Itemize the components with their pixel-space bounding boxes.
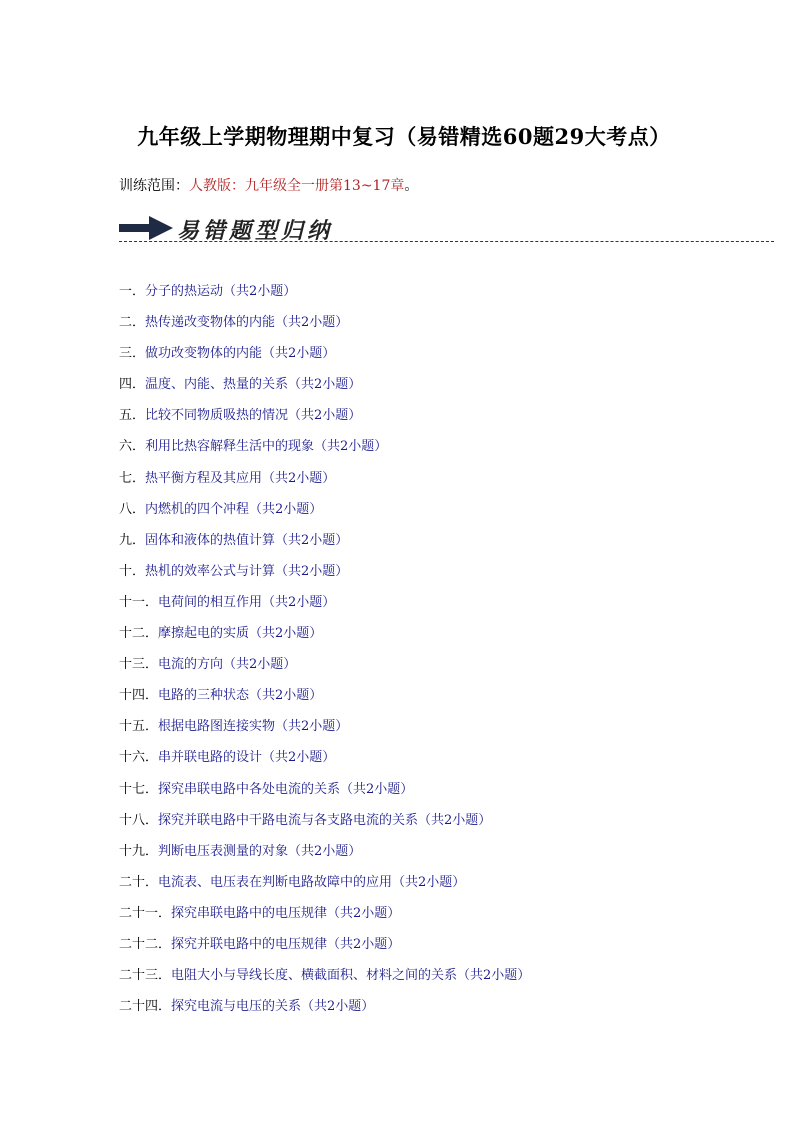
topic-number: 十七． bbox=[119, 781, 159, 797]
topic-text: 比较不同物质吸热的情况（共2小题） bbox=[145, 408, 362, 424]
topic-number: 十四． bbox=[119, 688, 159, 704]
scope-label: 训练范围： bbox=[119, 178, 189, 194]
topic-item bbox=[119, 561, 530, 592]
topic-item bbox=[119, 779, 530, 810]
topic-item bbox=[119, 996, 530, 1027]
topic-number: 二十． bbox=[119, 874, 159, 890]
topic-text: 探究串联电路中各处电流的关系（共2小题） bbox=[158, 781, 414, 797]
dashed-divider bbox=[119, 241, 774, 242]
training-scope bbox=[119, 175, 418, 195]
topic-text: 探究并联电路中干路电流与各支路电流的关系（共2小题） bbox=[158, 812, 492, 828]
topic-number: 二． bbox=[119, 315, 146, 331]
topic-text: 串并联电路的设计（共2小题） bbox=[158, 750, 336, 766]
topic-number: 十一． bbox=[119, 594, 159, 610]
topic-number: 六． bbox=[119, 439, 146, 455]
topic-item bbox=[119, 530, 530, 561]
topic-item bbox=[119, 374, 530, 405]
topic-number: 二十三． bbox=[119, 968, 172, 984]
topic-number: 十二． bbox=[119, 626, 159, 642]
topic-item bbox=[119, 810, 530, 841]
topic-number: 二十二． bbox=[119, 936, 172, 952]
arrow-right-icon bbox=[119, 216, 173, 240]
topic-item bbox=[119, 468, 530, 499]
topic-text: 利用比热容解释生活中的现象（共2小题） bbox=[145, 439, 388, 455]
topic-text: 判断电压表测量的对象（共2小题） bbox=[158, 843, 362, 859]
topic-number: 十六． bbox=[119, 750, 159, 766]
topic-text: 电路的三种状态（共2小题） bbox=[158, 688, 323, 704]
topic-item bbox=[119, 716, 530, 747]
topic-item bbox=[119, 654, 530, 685]
topic-item bbox=[119, 405, 530, 436]
topic-number: 一． bbox=[119, 284, 146, 299]
topic-item bbox=[119, 747, 530, 778]
section-heading: 易错题型归纳 bbox=[177, 219, 334, 244]
topic-text: 电阻大小与导线长度、横截面积、材料之间的关系（共2小题） bbox=[171, 968, 531, 984]
topic-item bbox=[119, 343, 530, 374]
topic-number: 九． bbox=[119, 532, 146, 548]
scope-end: 。 bbox=[404, 178, 419, 194]
topic-text: 热机的效率公式与计算（共2小题） bbox=[145, 563, 349, 579]
topic-text: 分子的热运动（共2小题） bbox=[145, 284, 297, 299]
scope-value: 人教版：九年级全一册第13~17章 bbox=[189, 178, 405, 194]
topic-item bbox=[119, 903, 530, 934]
topic-item bbox=[119, 623, 530, 654]
topic-item bbox=[119, 965, 530, 996]
topic-number: 八． bbox=[119, 501, 146, 517]
topic-text: 温度、内能、热量的关系（共2小题） bbox=[145, 377, 362, 393]
topic-text: 电流表、电压表在判断电路故障中的应用（共2小题） bbox=[158, 874, 466, 890]
topic-number: 四． bbox=[119, 377, 146, 393]
topic-item bbox=[119, 499, 530, 530]
topic-item bbox=[119, 872, 530, 903]
topic-item bbox=[119, 841, 530, 872]
topic-item bbox=[119, 685, 530, 716]
topic-list bbox=[119, 281, 530, 1027]
topic-text: 探究并联电路中的电压规律（共2小题） bbox=[171, 936, 401, 952]
topic-text: 热平衡方程及其应用（共2小题） bbox=[145, 470, 336, 486]
topic-text: 内燃机的四个冲程（共2小题） bbox=[145, 501, 323, 517]
topic-number: 五． bbox=[119, 408, 146, 424]
section-banner bbox=[119, 210, 774, 246]
document-title: 九年级上学期物理期中复习（易错精选60题29大考点） bbox=[137, 124, 671, 149]
topic-item bbox=[119, 312, 530, 343]
topic-number: 十五． bbox=[119, 719, 159, 735]
topic-text: 电荷间的相互作用（共2小题） bbox=[158, 594, 336, 610]
topic-text: 根据电路图连接实物（共2小题） bbox=[158, 719, 349, 735]
topic-item bbox=[119, 592, 530, 623]
topic-text: 探究电流与电压的关系（共2小题） bbox=[171, 999, 375, 1015]
topic-text: 电流的方向（共2小题） bbox=[158, 657, 297, 673]
topic-number: 十八． bbox=[119, 812, 159, 828]
topic-number: 二十四． bbox=[119, 999, 172, 1015]
topic-item bbox=[119, 281, 530, 312]
topic-text: 摩擦起电的实质（共2小题） bbox=[158, 626, 323, 642]
topic-number: 十三． bbox=[119, 657, 159, 673]
topic-text: 探究串联电路中的电压规律（共2小题） bbox=[171, 905, 401, 921]
topic-number: 十九． bbox=[119, 843, 159, 859]
topic-number: 三． bbox=[119, 346, 146, 362]
topic-text: 热传递改变物体的内能（共2小题） bbox=[145, 315, 349, 331]
topic-number: 二十一． bbox=[119, 905, 172, 921]
topic-item bbox=[119, 934, 530, 965]
topic-item bbox=[119, 436, 530, 467]
topic-number: 十． bbox=[119, 563, 146, 579]
topic-number: 七． bbox=[119, 470, 146, 486]
topic-text: 固体和液体的热值计算（共2小题） bbox=[145, 532, 349, 548]
topic-text: 做功改变物体的内能（共2小题） bbox=[145, 346, 336, 362]
